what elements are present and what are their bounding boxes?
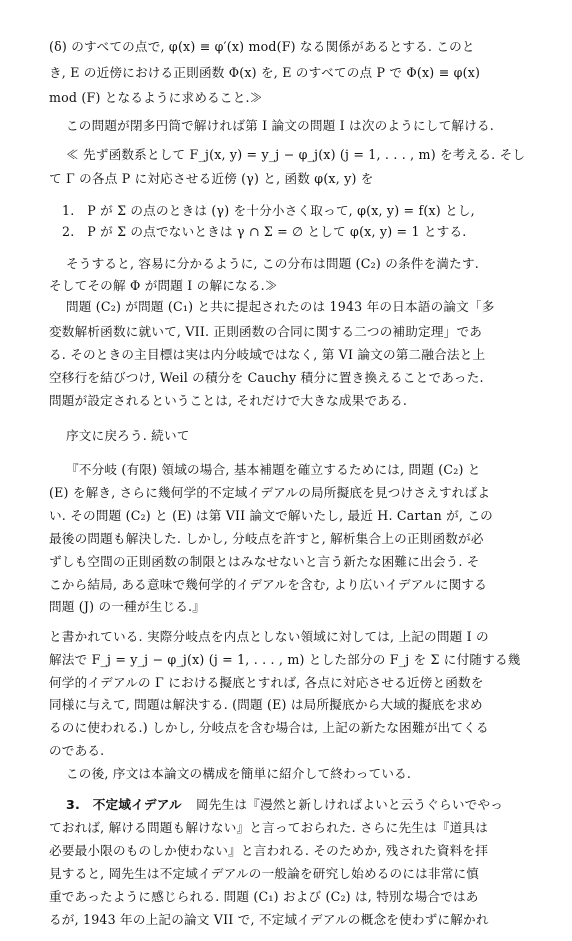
text-line: 同様に与えて, 問題は解決する. (問題 (E) は局所擬底から大域的擬底を求め [49, 697, 483, 712]
text-line: この後, 序文は本論文の構成を簡単に紹介して終わっている. [66, 766, 412, 781]
text-line: この問題が閉多円筒で解ければ第 I 論文の問題 I は次のようにして解ける. [66, 118, 494, 133]
list-item-2: 2. P が Σ の点でないときは γ ∩ Σ = ∅ として φ(x, y) = 1 とする. [62, 224, 467, 239]
text-line: るのに使われる.) しかし, 分岐点を含む場合は, 上記の新たな困難が出てくる [49, 720, 489, 735]
text-line: 空移行を結びつけ, Weil の積分を Cauchy 積分に置き換えることであった. [49, 370, 484, 385]
quote-line: 最後の問題も解決した. しかし, 分岐点を許すと, 解析集合上の正則函数が必 [49, 531, 484, 546]
text-line: 解法で F_j = y_j − φ_j(x) (j = 1, . . . , m) とした部分の F_j を Σ に付随する幾 [49, 652, 521, 667]
text-line: mod (F) となるように求めること.≫ [49, 90, 263, 105]
text-line: (δ) のすべての点で, φ(x) ≡ φ′(x) mod(F) なる関係があるとする. このと [49, 39, 475, 54]
text-line: 何学的イデアルの Γ における擬底とすれば, 各点に対応させる近傍と函数を [49, 675, 484, 690]
text-line: と書かれている. 実際分岐点を内点としない領域に対しては, 上記の問題 I の [49, 629, 489, 644]
text-line: 問題 (C₂) が問題 (C₁) と共に提起されたのは 1943 年の日本語の論文「多 [66, 299, 495, 314]
text-line: 岡先生は『漫然と新しければよいと云うぐらいでやっ [196, 797, 504, 812]
quote-line: ずしも空間の正則函数の制限とはみなせないと言う新たな困難に出会う. そ [49, 554, 480, 569]
text-line: き, E の近傍における正則函数 Φ(x) を, E のすべての点 P で Φ(x) ≡ φ(x) [49, 65, 481, 80]
quote-line: こから結局, ある意味で幾何学的イデアルを含む, より広いイデアルに関する [49, 577, 487, 592]
text-line: そうすると, 容易に分かるように, この分布は問題 (C₂) の条件を満たす. [66, 256, 479, 271]
quote-line: い. その問題 (C₂) と (E) は第 VII 論文で解いたし, 最近 H. Cartan が, この [49, 508, 493, 523]
quote-line: (E) を解き, さらに幾何学的不定域イデアルの局所擬底を見つけさえすればよ [49, 485, 491, 500]
text-line: るが, 1943 年の上記の論文 VII で, 不定域イデアルの概念を使わずに解かれ [49, 912, 489, 927]
text-line: 重であったように感じられる. 問題 (C₁) および (C₂) は, 特別な場合ではあ [49, 889, 479, 904]
text-line: ≪ 先ず函数系として F_j(x, y) = y_j − φ_j(x) (j = 1, . . . , m) を考える. そし [66, 147, 526, 162]
text-line: る. そのときの主目標は実は内分岐域ではなく, 第 VI 論文の第二融合法と上 [49, 347, 486, 362]
text-line: 問題が設定されるということは, それだけで大きな成果である. [49, 393, 408, 408]
text-line: 見すると, 岡先生は不定域イデアルの一般論を研究し始めるのには非常に慎 [49, 866, 480, 881]
text-line: ておれば, 解ける問題も解けない』と言っておられた. さらに先生は『道具は [49, 820, 489, 835]
text-line: 序文に戻ろう. 続いて [66, 428, 190, 443]
text-line: て Γ の各点 P に対応させる近傍 (γ) と, 函数 φ(x, y) を [49, 171, 374, 186]
list-item-1: 1. P が Σ の点のときは (γ) を十分小さく取って, φ(x, y) = f(x) とし, [62, 203, 475, 218]
section-heading: 3. 不定域イデアル [66, 797, 182, 812]
text-line: そしてその解 Φ が問題 I の解になる.≫ [49, 278, 278, 293]
quote-line: 問題 (J) の一種が生じる.』 [49, 599, 206, 614]
quote-line: 『不分岐 (有限) 領域の場合, 基本補題を確立するためには, 問題 (C₂) と [66, 462, 481, 477]
text-line: 変数解析函数に就いて, VII. 正則函数の合同に関する二つの補助定理」であ [49, 324, 483, 339]
text-line: 必要最小限のものしか使わない』と言われる. そのためか, 残された資料を拝 [49, 843, 489, 858]
text-line: のである. [49, 743, 105, 758]
